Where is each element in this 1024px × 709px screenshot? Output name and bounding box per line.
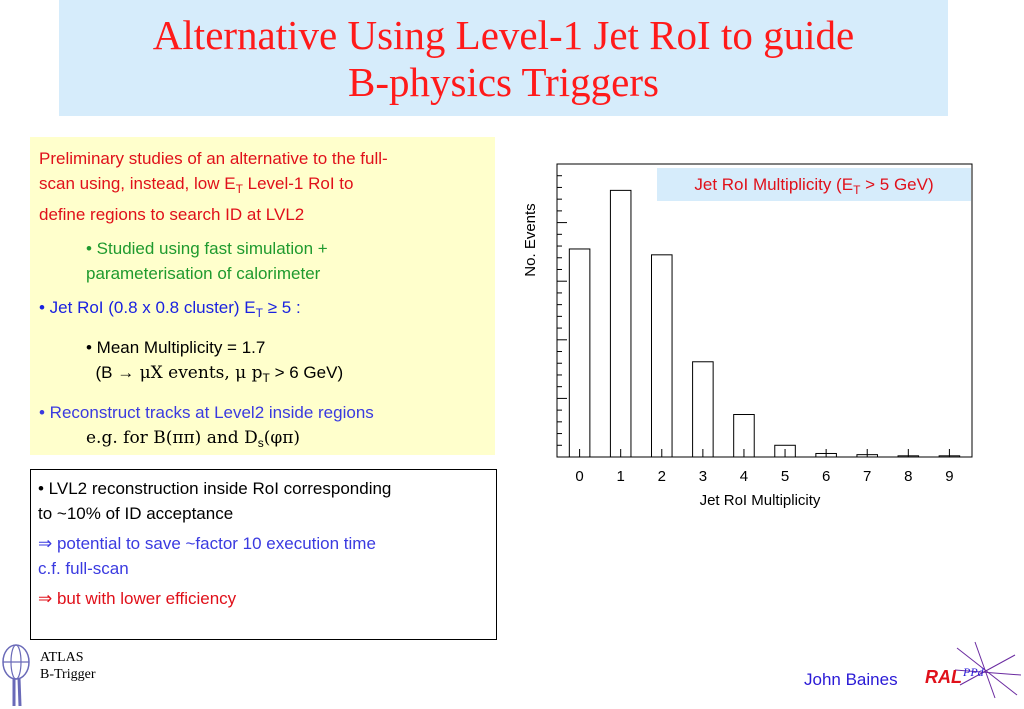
- potential-line: ⇒ potential to save ~factor 10 execution time c.f. full-scan: [38, 534, 376, 578]
- bar-0: [569, 249, 590, 457]
- x-tick-label: 9: [945, 468, 954, 485]
- histogram-svg: [520, 160, 1000, 520]
- efficiency-line: ⇒ but with lower efficiency: [38, 589, 237, 608]
- title-line-1: Alternative Using Level-1 Jet RoI to guide: [152, 12, 855, 58]
- conclusion-box: [30, 469, 497, 640]
- jet-roi-bullet: • Jet RoI (0.8 x 0.8 cluster) $E_T \ge 5$ :: [39, 298, 301, 320]
- ppd-logo: PPd: [963, 665, 984, 679]
- x-axis-label: Jet RoI Multiplicity: [699, 492, 821, 509]
- x-tick-label: 7: [863, 468, 872, 485]
- atlas-logo-icon: [0, 640, 36, 708]
- atlas-btrigger-label: ATLAS B-Trigger: [40, 650, 96, 682]
- ral-logo: RAL: [925, 667, 962, 687]
- y-axis-label: No. Events: [522, 203, 539, 277]
- author-name: John Baines: [804, 670, 898, 689]
- arrow-icon: →: [117, 363, 135, 382]
- x-tick-label: 2: [657, 468, 666, 485]
- histogram-chart: [520, 160, 1000, 520]
- x-tick-label: 0: [575, 468, 584, 485]
- bar-1: [610, 190, 631, 457]
- reconstruct-bullet: • Reconstruct tracks at Level2 inside regions: [39, 403, 374, 422]
- x-tick-label: 4: [739, 468, 749, 485]
- x-tick-label: 8: [904, 468, 913, 485]
- intro-text: Preliminary studies of an alternative to the full- scan using, instead, low $E_T$ Level-1 RoI to define regions to search ID at LVL2: [39, 149, 388, 224]
- x-tick-label: 6: [821, 468, 831, 485]
- simulation-bullet: • Studied using fast simulation + parameterisation of calorimeter: [86, 239, 328, 283]
- x-tick-label: 5: [780, 468, 790, 485]
- chart-title: Jet RoI Multiplicity ($E_T > 5$ GeV): [657, 168, 971, 201]
- bar-3: [693, 362, 714, 457]
- example-text: e.g. for B(ππ) and $D_s(\varphi\pi)$: [86, 428, 301, 450]
- slide-title: [59, 0, 948, 116]
- lvl2-bullet: • LVL2 reconstruction inside RoI corresponding to ~10% of ID acceptance: [38, 479, 392, 523]
- x-tick-label: 1: [616, 468, 625, 485]
- studies-box: [30, 137, 495, 455]
- bar-2: [652, 255, 673, 457]
- title-line-2: B-physics Triggers: [348, 59, 659, 105]
- multiplicity-bullet: • Mean Multiplicity = 1.7 (B → μX events, μ $p_T > 6$ GeV): [86, 338, 344, 385]
- x-tick-label: 3: [698, 468, 708, 485]
